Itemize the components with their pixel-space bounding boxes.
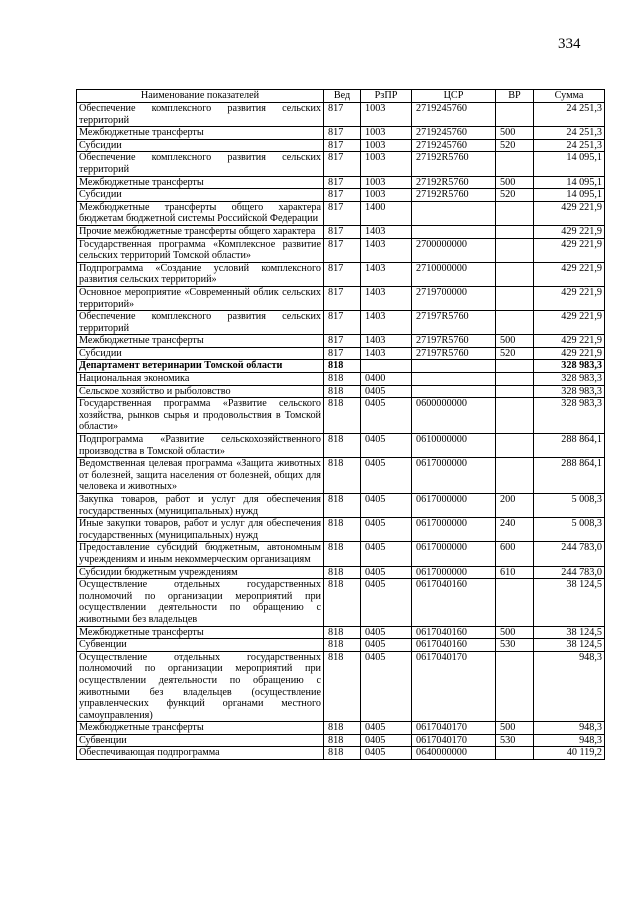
cell-vr	[496, 579, 534, 626]
cell-name: Межбюджетные трансферты общего характера бюджетам бюджетной системы Российской Федерации	[77, 201, 324, 225]
cell-vr	[496, 286, 534, 310]
cell-rzpr: 0405	[361, 398, 412, 434]
cell-csr: 0617040160	[412, 579, 496, 626]
cell-name: Закупка товаров, работ и услуг для обеспечения государственных (муниципальных) нужд	[77, 494, 324, 518]
cell-vr: 610	[496, 566, 534, 579]
cell-rzpr: 0405	[361, 626, 412, 639]
cell-name: Прочие межбюджетные трансферты общего характера	[77, 225, 324, 238]
table-row	[77, 639, 605, 652]
cell-ved: 817	[324, 238, 361, 262]
cell-vr	[496, 651, 534, 722]
cell-sum: 244 783,0	[534, 566, 605, 579]
cell-rzpr: 0405	[361, 542, 412, 566]
cell-rzpr: 1003	[361, 189, 412, 202]
cell-rzpr: 1403	[361, 225, 412, 238]
cell-csr: 0617040170	[412, 651, 496, 722]
cell-sum: 429 221,9	[534, 262, 605, 286]
cell-csr: 2719245760	[412, 127, 496, 140]
cell-sum: 328 983,3	[534, 373, 605, 386]
cell-rzpr	[361, 360, 412, 373]
table-row	[77, 238, 605, 262]
cell-ved: 818	[324, 385, 361, 398]
cell-rzpr: 1403	[361, 311, 412, 335]
cell-rzpr: 1003	[361, 152, 412, 176]
cell-vr	[496, 238, 534, 262]
cell-name: Межбюджетные трансферты	[77, 722, 324, 735]
table-row	[77, 139, 605, 152]
column-header-rzpr: РзПР	[361, 90, 412, 103]
cell-ved: 817	[324, 262, 361, 286]
cell-ved: 818	[324, 566, 361, 579]
cell-sum: 948,3	[534, 722, 605, 735]
cell-csr: 0617040170	[412, 722, 496, 735]
cell-ved: 817	[324, 335, 361, 348]
cell-sum: 5 008,3	[534, 494, 605, 518]
cell-name: Субсидии	[77, 347, 324, 360]
cell-sum: 328 983,3	[534, 385, 605, 398]
cell-ved: 818	[324, 458, 361, 494]
table-row	[77, 398, 605, 434]
cell-ved: 817	[324, 225, 361, 238]
table-row	[77, 360, 605, 373]
table-row	[77, 176, 605, 189]
cell-csr: 2719700000	[412, 286, 496, 310]
cell-csr	[412, 373, 496, 386]
cell-ved: 817	[324, 201, 361, 225]
cell-sum: 429 221,9	[534, 201, 605, 225]
cell-ved: 818	[324, 747, 361, 760]
cell-vr	[496, 262, 534, 286]
table-row	[77, 651, 605, 722]
cell-rzpr: 1403	[361, 335, 412, 348]
cell-csr: 0610000000	[412, 434, 496, 458]
cell-name: Ведомственная целевая программа «Защита животных от болезней, защита населения от болезней, общих для человека и животных»	[77, 458, 324, 494]
table-row	[77, 127, 605, 140]
cell-rzpr: 0405	[361, 651, 412, 722]
cell-name: Подпрограмма «Развитие сельскохозяйственного производства в Томской области»	[77, 434, 324, 458]
cell-rzpr: 1403	[361, 347, 412, 360]
cell-rzpr: 1400	[361, 201, 412, 225]
cell-name: Обеспечивающая подпрограмма	[77, 747, 324, 760]
cell-name: Межбюджетные трансферты	[77, 176, 324, 189]
cell-sum: 14 095,1	[534, 152, 605, 176]
table-row	[77, 542, 605, 566]
column-header-sum: Сумма	[534, 90, 605, 103]
table-row	[77, 201, 605, 225]
table-row	[77, 747, 605, 760]
table-row	[77, 335, 605, 348]
cell-vr	[496, 385, 534, 398]
cell-csr: 0600000000	[412, 398, 496, 434]
cell-name: Межбюджетные трансферты	[77, 127, 324, 140]
table-row	[77, 262, 605, 286]
cell-sum: 24 251,3	[534, 127, 605, 140]
cell-vr: 530	[496, 734, 534, 747]
cell-rzpr: 0405	[361, 566, 412, 579]
table-row	[77, 311, 605, 335]
cell-ved: 818	[324, 734, 361, 747]
cell-csr	[412, 360, 496, 373]
cell-csr	[412, 385, 496, 398]
cell-name: Обеспечение комплексного развития сельских территорий	[77, 152, 324, 176]
page-number: 334	[558, 36, 581, 52]
cell-name: Обеспечение комплексного развития сельских территорий	[77, 311, 324, 335]
cell-csr: 27197R5760	[412, 335, 496, 348]
cell-vr	[496, 398, 534, 434]
cell-csr: 2710000000	[412, 262, 496, 286]
cell-vr	[496, 201, 534, 225]
cell-ved: 817	[324, 286, 361, 310]
cell-csr	[412, 225, 496, 238]
cell-name: Предоставление субсидий бюджетным, автономным учреждениям и иным некоммерческим организациям	[77, 542, 324, 566]
cell-vr: 500	[496, 722, 534, 735]
cell-rzpr: 0400	[361, 373, 412, 386]
cell-sum: 14 095,1	[534, 189, 605, 202]
cell-csr: 2700000000	[412, 238, 496, 262]
cell-sum: 328 983,3	[534, 360, 605, 373]
cell-ved: 818	[324, 398, 361, 434]
cell-sum: 288 864,1	[534, 458, 605, 494]
cell-name: Межбюджетные трансферты	[77, 626, 324, 639]
cell-vr	[496, 747, 534, 760]
cell-ved: 818	[324, 494, 361, 518]
cell-vr: 500	[496, 335, 534, 348]
cell-name: Обеспечение комплексного развития сельских территорий	[77, 103, 324, 127]
cell-sum: 244 783,0	[534, 542, 605, 566]
cell-ved: 818	[324, 639, 361, 652]
cell-sum: 429 221,9	[534, 238, 605, 262]
cell-csr: 27192R5760	[412, 152, 496, 176]
cell-name: Основное мероприятие «Современный облик сельских территорий»	[77, 286, 324, 310]
cell-csr: 0617040170	[412, 734, 496, 747]
cell-csr: 0617040160	[412, 626, 496, 639]
cell-csr: 0617000000	[412, 542, 496, 566]
cell-csr: 0640000000	[412, 747, 496, 760]
column-header-ved: Вед	[324, 90, 361, 103]
cell-vr	[496, 360, 534, 373]
cell-rzpr: 0405	[361, 434, 412, 458]
cell-ved: 818	[324, 434, 361, 458]
cell-name: Субсидии бюджетным учреждениям	[77, 566, 324, 579]
cell-name: Осуществление отдельных государственных полномочий по организации мероприятий при осуществлении деятельности по обращению с животными без владельцев	[77, 579, 324, 626]
cell-sum: 429 221,9	[534, 347, 605, 360]
cell-name: Государственная программа «Комплексное развитие сельских территорий Томской области»	[77, 238, 324, 262]
cell-sum: 429 221,9	[534, 311, 605, 335]
cell-name: Сельское хозяйство и рыболовство	[77, 385, 324, 398]
budget-table	[76, 89, 605, 760]
table-body	[77, 103, 605, 760]
cell-csr: 0617000000	[412, 494, 496, 518]
cell-sum: 429 221,9	[534, 286, 605, 310]
cell-name: Субсидии	[77, 139, 324, 152]
cell-sum: 40 119,2	[534, 747, 605, 760]
cell-rzpr: 0405	[361, 518, 412, 542]
cell-sum: 38 124,5	[534, 626, 605, 639]
cell-rzpr: 1403	[361, 238, 412, 262]
table-row	[77, 373, 605, 386]
table-row	[77, 566, 605, 579]
table-row	[77, 626, 605, 639]
table-row	[77, 722, 605, 735]
cell-sum: 38 124,5	[534, 579, 605, 626]
cell-sum: 948,3	[534, 734, 605, 747]
cell-name: Межбюджетные трансферты	[77, 335, 324, 348]
cell-rzpr: 0405	[361, 722, 412, 735]
table-row	[77, 734, 605, 747]
cell-vr	[496, 311, 534, 335]
cell-vr: 500	[496, 176, 534, 189]
cell-sum: 948,3	[534, 651, 605, 722]
cell-vr	[496, 152, 534, 176]
cell-ved: 818	[324, 579, 361, 626]
cell-sum: 429 221,9	[534, 225, 605, 238]
cell-ved: 818	[324, 360, 361, 373]
cell-vr: 240	[496, 518, 534, 542]
column-header-vr: ВР	[496, 90, 534, 103]
cell-name: Национальная экономика	[77, 373, 324, 386]
cell-name: Субсидии	[77, 189, 324, 202]
cell-sum: 38 124,5	[534, 639, 605, 652]
cell-rzpr: 1003	[361, 139, 412, 152]
cell-ved: 817	[324, 139, 361, 152]
cell-ved: 817	[324, 127, 361, 140]
table-row	[77, 494, 605, 518]
table-row	[77, 152, 605, 176]
cell-csr: 0617000000	[412, 518, 496, 542]
cell-rzpr: 0405	[361, 458, 412, 494]
cell-vr: 200	[496, 494, 534, 518]
cell-vr: 500	[496, 626, 534, 639]
cell-sum: 288 864,1	[534, 434, 605, 458]
cell-vr: 530	[496, 639, 534, 652]
cell-csr: 2719245760	[412, 103, 496, 127]
table-row	[77, 225, 605, 238]
cell-csr: 27197R5760	[412, 311, 496, 335]
table-row	[77, 347, 605, 360]
cell-csr: 27192R5760	[412, 189, 496, 202]
cell-name: Субвенции	[77, 639, 324, 652]
cell-sum: 328 983,3	[534, 398, 605, 434]
cell-rzpr: 1003	[361, 176, 412, 189]
cell-rzpr: 1003	[361, 103, 412, 127]
cell-vr: 520	[496, 139, 534, 152]
cell-sum: 5 008,3	[534, 518, 605, 542]
table-header-row	[77, 90, 605, 103]
cell-sum: 24 251,3	[534, 139, 605, 152]
cell-vr: 500	[496, 127, 534, 140]
cell-ved: 818	[324, 518, 361, 542]
cell-csr: 27197R5760	[412, 347, 496, 360]
cell-name: Подпрограмма «Создание условий комплексного развития сельских территорий»	[77, 262, 324, 286]
cell-csr: 0617000000	[412, 458, 496, 494]
table-row	[77, 458, 605, 494]
cell-ved: 818	[324, 651, 361, 722]
cell-rzpr: 0405	[361, 747, 412, 760]
column-header-csr: ЦСР	[412, 90, 496, 103]
cell-name: Субвенции	[77, 734, 324, 747]
table-row	[77, 103, 605, 127]
cell-sum: 24 251,3	[534, 103, 605, 127]
cell-rzpr: 1403	[361, 262, 412, 286]
cell-sum: 429 221,9	[534, 335, 605, 348]
table-row	[77, 518, 605, 542]
cell-ved: 817	[324, 189, 361, 202]
cell-vr: 520	[496, 189, 534, 202]
cell-vr	[496, 458, 534, 494]
cell-ved: 817	[324, 103, 361, 127]
cell-rzpr: 1003	[361, 127, 412, 140]
cell-vr	[496, 434, 534, 458]
cell-csr: 2719245760	[412, 139, 496, 152]
cell-ved: 818	[324, 542, 361, 566]
cell-vr	[496, 225, 534, 238]
cell-vr: 520	[496, 347, 534, 360]
cell-ved: 818	[324, 626, 361, 639]
cell-rzpr: 0405	[361, 579, 412, 626]
cell-rzpr: 0405	[361, 494, 412, 518]
cell-rzpr: 0405	[361, 385, 412, 398]
cell-rzpr: 0405	[361, 734, 412, 747]
cell-sum: 14 095,1	[534, 176, 605, 189]
table-row	[77, 286, 605, 310]
cell-csr: 0617000000	[412, 566, 496, 579]
cell-name: Иные закупки товаров, работ и услуг для обеспечения государственных (муниципальных) нужд	[77, 518, 324, 542]
cell-name: Государственная программа «Развитие сельского хозяйства, рынков сырья и продовольствия в Томской области»	[77, 398, 324, 434]
cell-csr: 0617040160	[412, 639, 496, 652]
column-header-name: Наименование показателей	[77, 90, 324, 103]
cell-rzpr: 1403	[361, 286, 412, 310]
cell-ved: 817	[324, 311, 361, 335]
table-row	[77, 579, 605, 626]
table-row	[77, 385, 605, 398]
cell-vr	[496, 103, 534, 127]
cell-vr: 600	[496, 542, 534, 566]
cell-name: Осуществление отдельных государственных полномочий по организации мероприятий при осуществлении деятельности по обращению с животными без владельцев (осуществление управленческих функций органами местного самоуправления)	[77, 651, 324, 722]
cell-rzpr: 0405	[361, 639, 412, 652]
cell-name: Департамент ветеринарии Томской области	[77, 360, 324, 373]
cell-ved: 818	[324, 722, 361, 735]
table-row	[77, 189, 605, 202]
cell-vr	[496, 373, 534, 386]
cell-ved: 817	[324, 152, 361, 176]
cell-csr: 27192R5760	[412, 176, 496, 189]
cell-csr	[412, 201, 496, 225]
table-row	[77, 434, 605, 458]
cell-ved: 818	[324, 373, 361, 386]
cell-ved: 817	[324, 347, 361, 360]
cell-ved: 817	[324, 176, 361, 189]
